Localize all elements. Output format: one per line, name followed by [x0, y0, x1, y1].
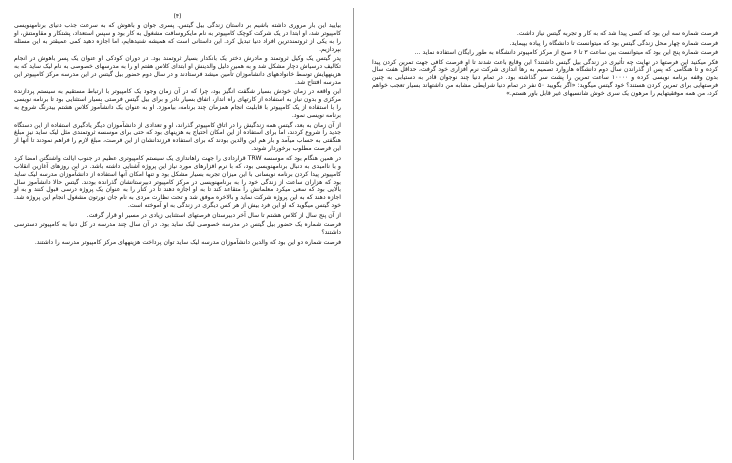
- left-paragraph-3: این واقعه در زمان خودش بسیار شگفت انگیز بود، چرا که در آن زمان وجود یک کامپیوتر با ارتباط مستقیم به سیستم پردازنده مرکزی و بدون نیاز به استفاده از کارتهای راه انداز، اتفاق بسیار نادر و برای بیل گیتس فرصتی بسیار استثنایی بود تا برنامه نویسی را با استفاده از یک کامپیوتر با قابلیت انجام همزمان چند برنامه، بیاموزد. او به عنوان یک دانشآموز کلاس هشتم بیدرنگ شروع به برنامه نویسی نمود.: [14, 88, 341, 120]
- left-paragraph-5: در همین هنگام بود که موسسه TRW قراردادی را جهت راهاندازی یک سیستم کامپیوتری عظیم در جنوب ایالت واشنگتن امضا کرد و با ناامیدی به دنبال برنامهنویسی بود، که با نرم افزارهای مورد نیاز این پروژه آشنایی داشته باشد. در این روزهای آغازین انقلاب کامپیوتر پیدا کردن برنامه نویسانی با این میزان تجربه بسیار مشکل بود و تنها امکان آنها استفاده از دانشآموزان مدرسه لیک ساید بود که هزاران ساعت از زندگی خود را به برنامهنویسی در مرکز کامپیوتر دبیرستانشان گذرانده بودند. گیتس حالا دانشآموز سال بالایی بود که سعی میکرد معلمانش را متقاعد کند تا به او اجازه دهند تا در کنار را به عنوان یک پروژه درسی قبول کنند و به او اجازه دهند که به این پروژه شرکت نماید و بالاخره موفق شد و تحت نظارت مردی به نام جان نورتون مشغول انجام این پروژه شد. خود گیتس میگوید که او این فرد بیش از هر کس دیگری در زندگی به او آموخته است.: [14, 154, 341, 210]
- right-paragraph-2: فرصت شماره چهار محل زندگی گیتس بود که میتوانست تا دانشگاه را پیاده بپیماید.: [509, 39, 718, 47]
- left-paragraph-4: از آن زمان به بعد، گیتس همه زندگیش را در اتاق کامپیوتر گذراند، او و تعدادی از دانشآموزان دیگر یادگیری استفاده از این دستگاه جدید را شروع کردند، اما برای استفاده از این امکان احتیاج به هزینهای بود که حتی برای موسسه ثروتمندی مثل لیک ساید نیز مبلغ هنگفتی به حساب میآمد و بار هم این والدین بودند که برای استفاده فرزندانشان از این فرصت، مبلغ لازم را فراهم نمودند تا آنها از این فرصت مطلوب برخوردار شوند.: [14, 121, 341, 153]
- left-paragraph-6: از آن پنج سال از کلاس هشتم تا سال آخر دبیرستان فرصتهای استثنایی زیادی در مسیر او قرار گرفت.: [86, 211, 341, 219]
- right-paragraph-3: فرصت شماره پنج این بود که میتوانست بین ساعت ۳ تا ۶ صبح از مرکز کامپیوتر دانشگاه به طور رایگان استفاده نماید ...: [414, 49, 718, 56]
- page-divider: [353, 8, 354, 460]
- left-paragraph-7: فرصت شماره یک حضور بیل گیتس در مدرسه خصوصی لیک ساید بود. در آن سال چند مدرسه در کل دنیا به کامپیوتر دسترسی داشتند؟: [14, 221, 341, 237]
- page-number: (۴): [173, 13, 182, 20]
- left-paragraph-8: فرصت شماره دو این بود که والدین دانشآموزان مدرسه لیک ساید توان پرداخت هزینههای مرکز کامپیوتر مدرسه را داشتند.: [34, 238, 341, 246]
- left-page: [14, 13, 341, 248]
- left-paragraph-2: پدر گیتس یک وکیل ثروتمند و مادرش دختر یک بانکدار بسیار ثروتمند بود. در دوران کودکی او عنوان یک پسر باهوش در انجام تکالیف درسیاش دچار مشکل شد و به همین دلیل والدینش او ابتدای کلاس هفتم او را به مدرسهای خصوصی به نام لیک ساید که به هزینههایش توسط خانوادههای دانشآموزان تأمین میشد فرستادند و در سال دوم حضور بیل گیتس در این مدرسه مرکز کامپیوتر این مدرسه افتتاح شد.: [14, 55, 341, 86]
- right-paragraph-1: فرصت شماره سه این بود که کسی پیدا شد که به کار و تجربه گیتس نیاز داشت.: [516, 30, 718, 37]
- left-paragraph-1: بیایید این بار مروری داشته باشیم بر داستان زندگی بیل گیتس. پسری جوان و باهوش که به سرعت جذب دنیای برنامهنویسی کامپیوتر شد، او ابتدا در یک شرکت کوچک کامپیوتر به نام مایکروسافت مشغول به کار بود و سپس استعداد، پشتکار و مقاومتش، او را به یکی از ثروتمندترین افراد دنیا تبدیل کرد. این داستانی است که همیشه شنیدهایم، اما اجازه دهید کمی عمیقتر به این مسئله بپردازیم.: [14, 21, 341, 53]
- right-paragraph-4: فکر میکنید این فرصتها در نهایت چه تأثیری در زندگی بیل گیتس داشتند؟ این وقایع باعث شدند تا او فرصت کافی جهت تمرین کردن پیدا کرده و تا هنگامی که پس از گذراندن سال دوم دانشگاه هاروارد تصمیم به رها اندازی شرکت نرم افزاری خود گرفت، حداقل هفت سال بدون وقفه برنامه نویسی کرده و ۱۰۰۰۰ ساعت تمرین را پشت سر گذاشته بود. در تمام دنیا چند نوجوان قادر به دستیابی به چنین فرصتهایی برای تمرین کردن هستند؟ خود گیتس میگوید: «اگر بگویید ۵۰ نفر در تمام دنیا شرایطی مشابه من داشتهاند بسیار تعجب خواهم کرد، من همه موفقیتهایم را مرهون یک سری خوش شانسیهای غیر قابل باور هستم.»: [372, 58, 719, 98]
- right-page: [372, 30, 718, 100]
